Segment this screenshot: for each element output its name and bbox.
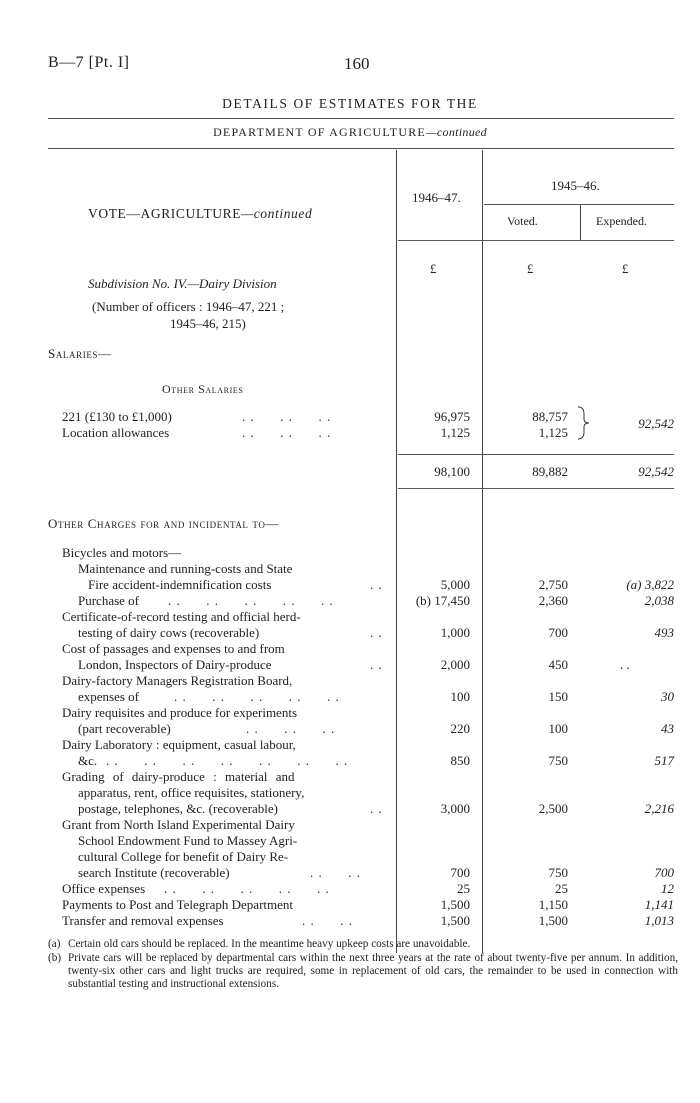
value-1946-47: 96,975 — [434, 409, 470, 424]
table-row: &c. . . . . . . . . . . . . . . 850 750 517 — [78, 753, 674, 768]
list-item: apparatus, rent, office requisites, stationery, — [78, 785, 305, 800]
column-header-1946: 1946–47. — [412, 190, 461, 205]
list-item: Maintenance and running-costs and State — [78, 561, 293, 576]
table-row: 221 (£130 to £1,000) . . . . . . 96,975 88,757 — [62, 409, 568, 424]
list-item: Cost of passages and expenses to and from — [62, 641, 285, 656]
total-rule — [398, 488, 674, 489]
officers-line-2: 1945–46, 215) — [170, 316, 246, 331]
column-header-rule — [398, 240, 674, 241]
group-rule — [484, 204, 674, 205]
table-row: Purchase of . . . . . . . . . . (b) 17,450 2,360 2,038 — [78, 593, 674, 608]
table-row: Office expenses . . . . . . . . . . 25 25 12 — [62, 881, 674, 896]
column-header-voted: Voted. — [507, 214, 538, 228]
officers-line-1: (Number of officers : 1946–47, 221 ; — [92, 299, 285, 314]
table-row: Payments to Post and Telegraph Department 1,500 1,150 1,141 — [62, 897, 674, 912]
vote-heading: VOTE—AGRICULTURE—continued — [88, 206, 313, 221]
list-item: Certificate-of-record testing and official herd- — [62, 609, 301, 624]
column-header-1945: 1945–46. — [551, 178, 600, 193]
column-header-expended: Expended. — [596, 214, 647, 228]
total-expended: 92,542 — [638, 464, 674, 479]
table-row: search Institute (recoverable) . . . . 700 750 700 — [78, 865, 674, 880]
table-row: (part recoverable) . . . . . . 220 100 43 — [78, 721, 674, 736]
column-divider-3 — [580, 204, 581, 240]
value-voted: 1,125 — [538, 425, 568, 440]
table-row: postage, telephones, &c. (recoverable) . . 3,000 2,500 2,216 — [78, 801, 674, 816]
table-row: London, Inspectors of Dairy-produce . . 2,000 450 . . — [78, 657, 630, 672]
row-label: Location allowances — [62, 425, 170, 440]
other-salaries-heading: Other Salaries — [162, 382, 244, 396]
table-row: Fire accident-indemnification costs . . 5,000 2,750 (a) 3,822 — [88, 577, 674, 592]
list-item: Grading of dairy-produce : material and — [62, 769, 295, 784]
footnote-b: (b) Private cars will be replaced by departmental cars within the next three years at the rate of about twenty-five per annum. In addition, twenty-six other cars and light trucks are required, some in replacement of old cars, the remainder to be used in connection with substantial testing and instructional extensions. — [48, 952, 678, 990]
subtotal-rule — [398, 454, 674, 455]
list-item: Dairy-factory Managers Registration Board, — [62, 673, 293, 688]
other-charges-heading: Other Charges for and incidental to— — [48, 516, 280, 531]
table-row: testing of dairy cows (recoverable) . . 1,000 700 493 — [78, 625, 674, 640]
value-voted: 88,757 — [532, 409, 568, 424]
title-rule — [48, 118, 674, 119]
list-item: Bicycles and motors— — [62, 545, 182, 560]
table-row: Location allowances . . . . . . 1,125 1,125 — [62, 425, 568, 440]
header-rule — [48, 148, 674, 149]
page-number: 160 — [344, 54, 370, 73]
list-item: Dairy requisites and produce for experiments — [62, 705, 298, 720]
list-item: Dairy Laboratory : equipment, casual labour, — [62, 737, 296, 752]
salaries-heading: Salaries— — [48, 346, 112, 361]
unit-label-3: £ — [622, 262, 629, 276]
table-row: Transfer and removal expenses . . . . 1,500 1,500 1,013 — [62, 913, 674, 928]
table-row: expenses of . . . . . . . . . . 100 150 30 — [78, 689, 674, 704]
total-row — [0, 464, 700, 480]
braced-expended-value: 92,542 — [638, 416, 674, 431]
department-title: DEPARTMENT OF AGRICULTURE—continued — [213, 125, 487, 139]
brace-icon — [576, 406, 590, 440]
list-item: School Endowment Fund to Massey Agri- — [78, 833, 298, 848]
list-item: Grant from North Island Experimental Dairy — [62, 817, 295, 832]
total-voted: 89,882 — [532, 464, 568, 479]
total-1946-47: 98,100 — [434, 464, 470, 479]
unit-label-1: £ — [430, 262, 437, 276]
section-code: B—7 [Pt. I] — [48, 54, 130, 71]
subdivision-title: Subdivision No. IV.—Dairy Division — [88, 276, 277, 291]
row-label: 221 (£130 to £1,000) — [62, 409, 172, 424]
footnote-a: (a) Certain old cars should be replaced. In the meantime heavy upkeep costs are unavoidable. — [48, 938, 471, 950]
unit-label-2: £ — [527, 262, 534, 276]
value-1946-47: 1,125 — [440, 425, 470, 440]
page-title: DETAILS OF ESTIMATES FOR THE — [222, 96, 478, 111]
list-item: cultural College for benefit of Dairy Re- — [78, 849, 289, 864]
